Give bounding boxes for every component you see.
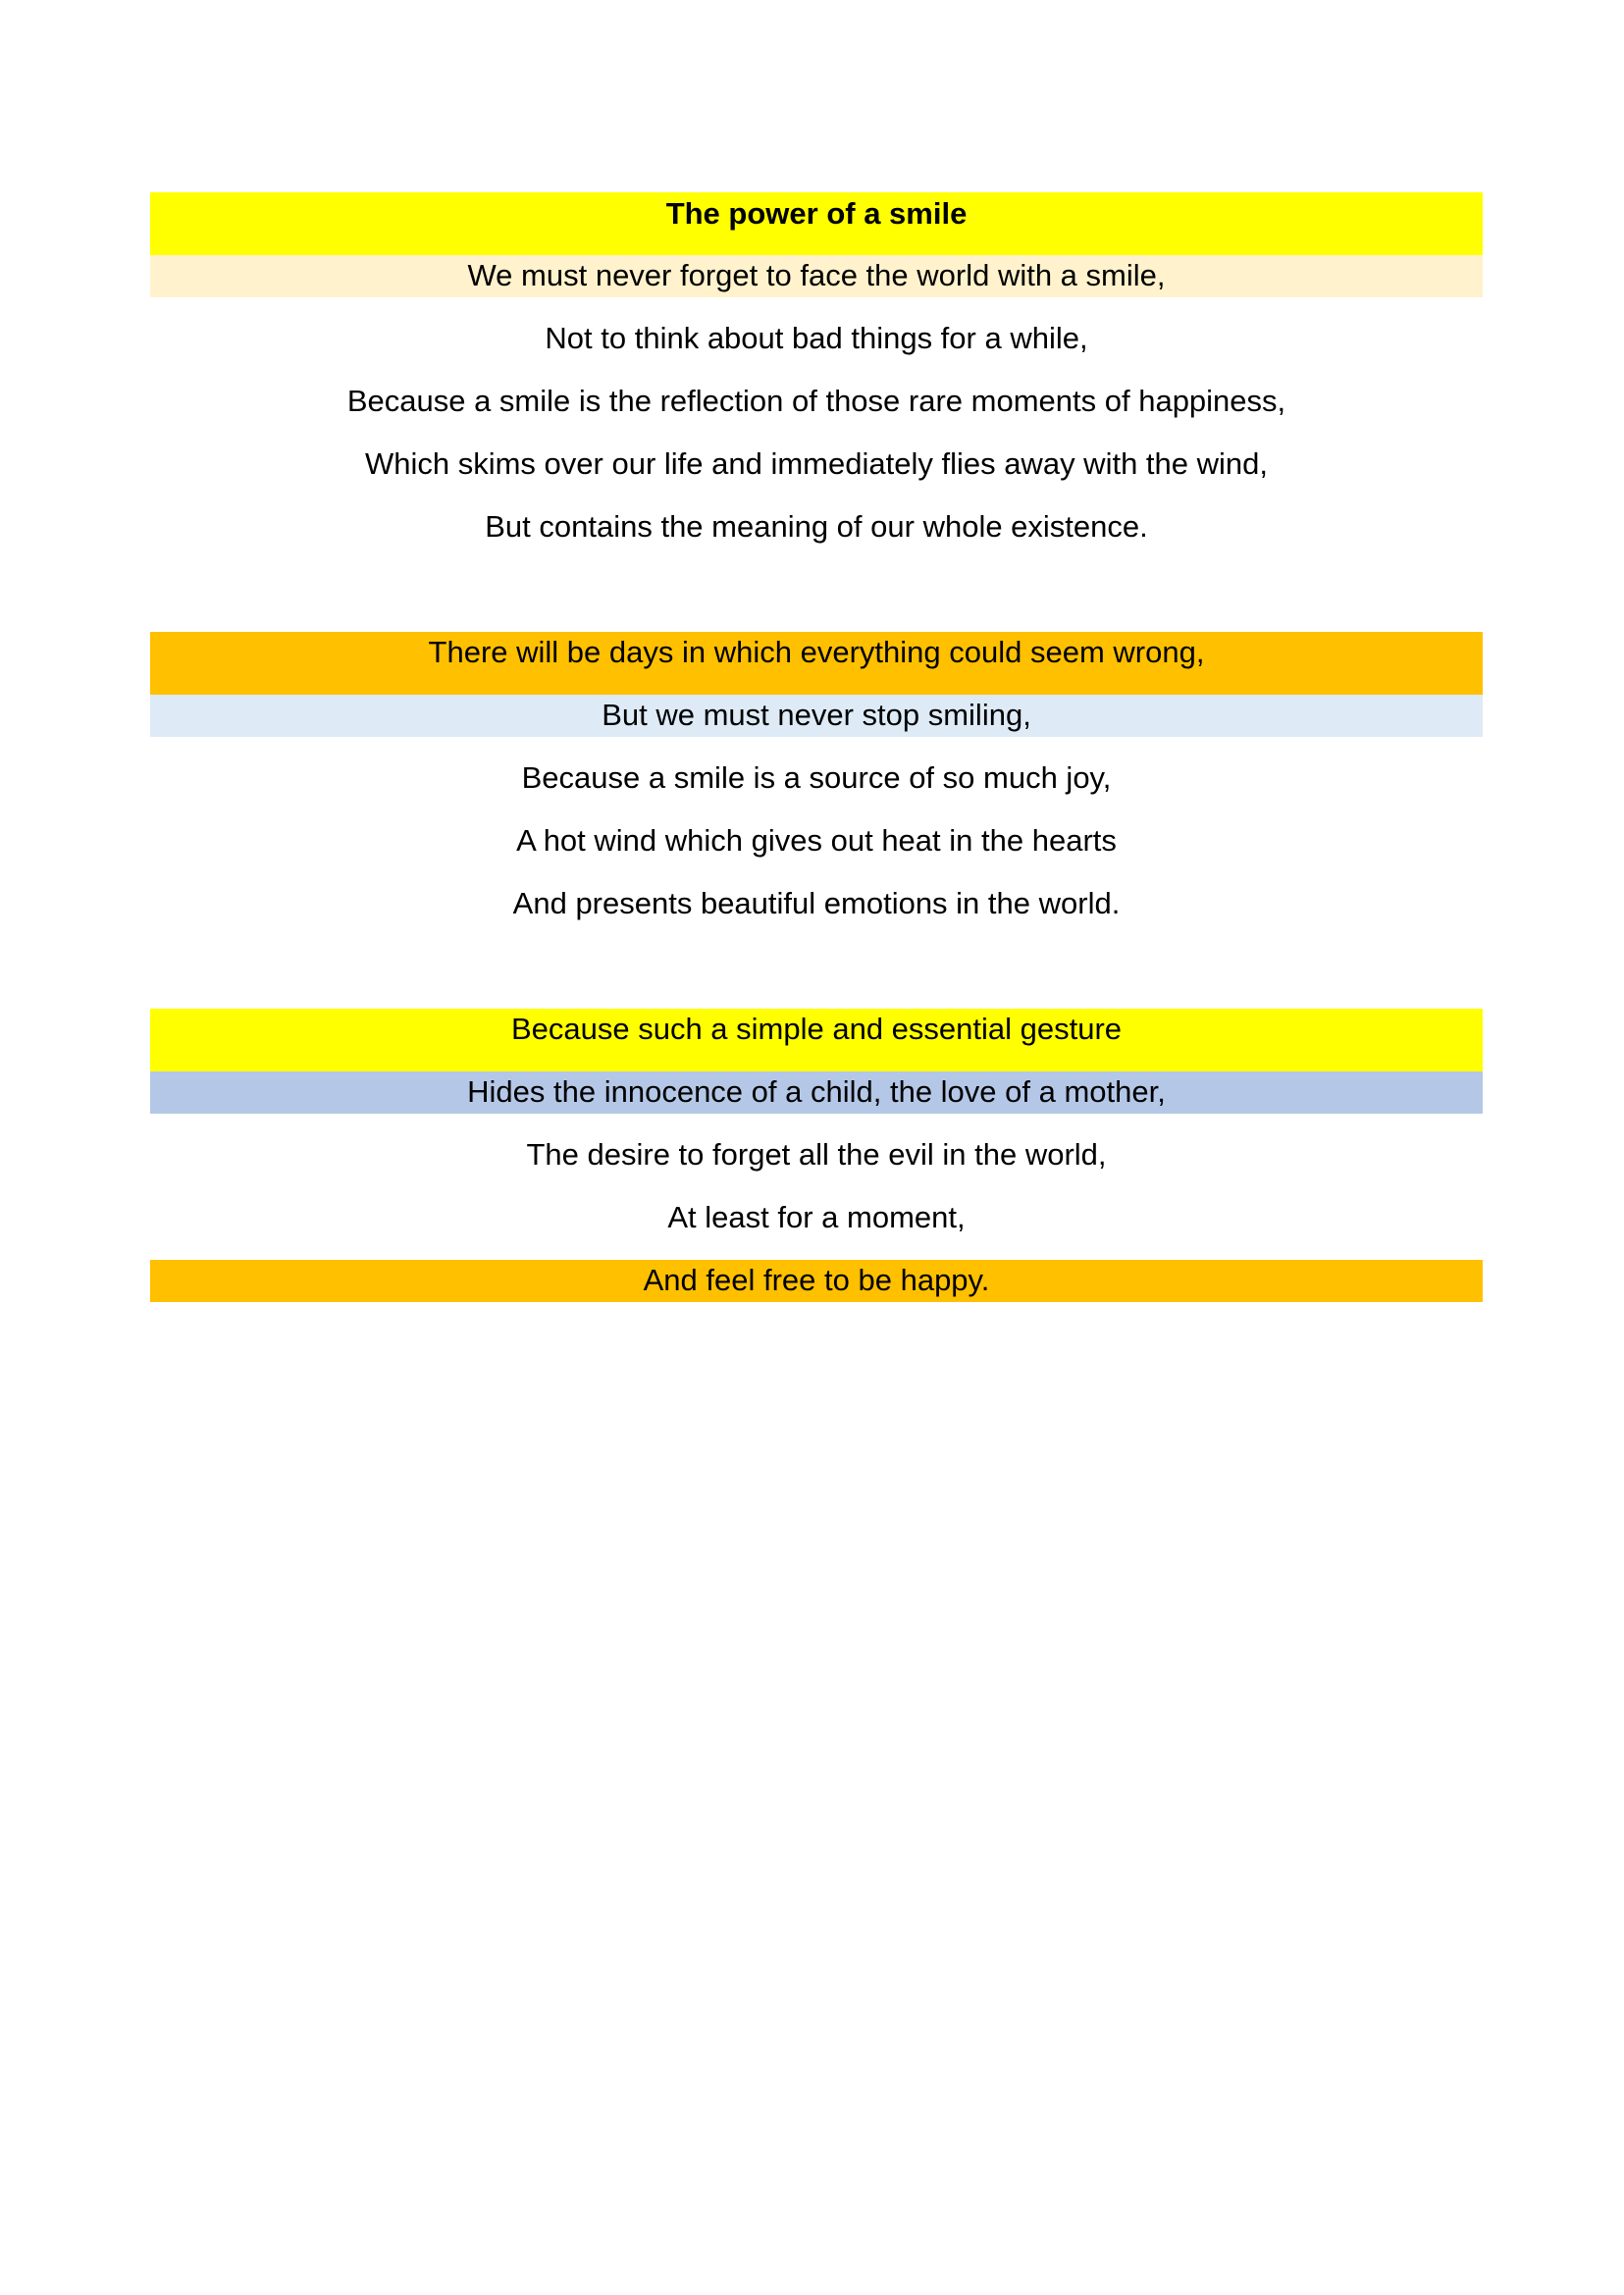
stanza2-line-2: But we must never stop smiling, xyxy=(150,695,1483,737)
stanza-spacer xyxy=(150,946,1483,1009)
stanza3-line-5: And feel free to be happy. xyxy=(150,1260,1483,1302)
line-gap xyxy=(150,737,1483,757)
poem-title: The power of a smile xyxy=(150,192,1483,255)
stanza3-line-1: Because such a simple and essential gesture xyxy=(150,1009,1483,1071)
stanza2-line-5: And presents beautiful emotions in the world. xyxy=(512,886,1121,920)
stanza3-line-4: At least for a moment, xyxy=(667,1200,966,1234)
stanza2-line-4: A hot wind which gives out heat in the hearts xyxy=(516,823,1117,858)
line-gap xyxy=(150,1114,1483,1134)
stanza1-line-3: Because a smile is the reflection of those rare moments of happiness, xyxy=(346,384,1286,418)
stanza-spacer xyxy=(150,569,1483,632)
stanza1-line-2: Not to think about bad things for a while, xyxy=(545,321,1088,355)
stanza1-line-5: But contains the meaning of our whole existence. xyxy=(485,509,1148,544)
stanza2-line-3: Because a smile is a source of so much joy, xyxy=(521,760,1112,795)
stanza3-line-2: Hides the innocence of a child, the love of a mother, xyxy=(150,1071,1483,1114)
poem xyxy=(150,192,1483,1302)
stanza2-line-1: There will be days in which everything could seem wrong, xyxy=(150,632,1483,695)
line-gap xyxy=(150,297,1483,318)
stanza1-line-1: We must never forget to face the world with a smile, xyxy=(150,255,1483,297)
stanza3-line-3: The desire to forget all the evil in the world, xyxy=(526,1137,1107,1172)
stanza1-line-4: Which skims over our life and immediately flies away with the wind, xyxy=(364,446,1268,481)
